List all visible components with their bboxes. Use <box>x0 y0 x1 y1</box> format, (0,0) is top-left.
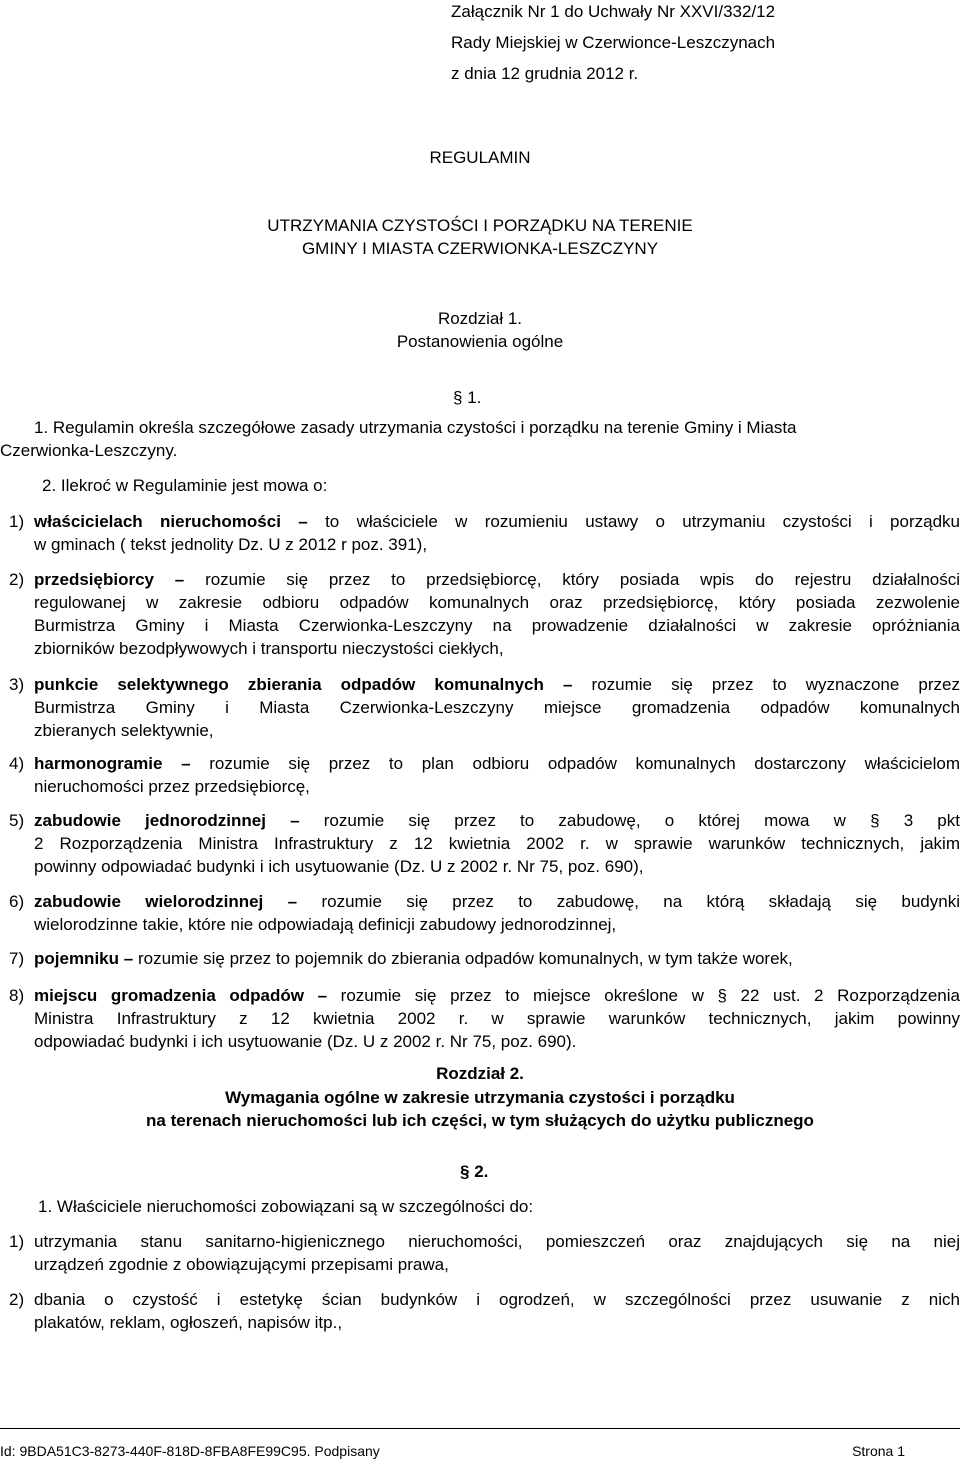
page-number: Strona 1 <box>852 1443 905 1459</box>
item-term: zabudowie wielorodzinnej <box>34 892 264 911</box>
item-term: przedsiębiorcy <box>34 570 154 589</box>
chapter-2-paragraph-1: 1. Właściciele nieruchomości zobowiązani są w szczególności do: <box>38 1197 534 1216</box>
page-footer <box>0 1442 960 1460</box>
section-2-number: 2. <box>474 1162 489 1181</box>
document-subtitle-line-2: GMINY I MIASTA CZERWIONKA-LESZCZYNY <box>301 239 659 258</box>
item-number: 4) <box>9 754 25 773</box>
chapter-2-subheading-line-1: Wymagania ogólne w zakresie utrzymania czystości i porządku <box>225 1088 735 1107</box>
item-number: 5) <box>9 811 25 830</box>
attachment-header <box>451 0 871 93</box>
paragraph-1-line-1: 1. Regulamin określa szczegółowe zasady utrzymania czystości i porządku na terenie Gminy i Miasta <box>34 418 797 437</box>
item-term: pojemniku <box>34 949 120 968</box>
item-number: 6) <box>9 892 25 911</box>
item-term: harmonogramie <box>34 754 163 773</box>
item-number: 7) <box>9 949 25 968</box>
document-title: REGULAMIN <box>429 148 531 167</box>
section-1-number: 1. <box>467 388 482 407</box>
chapter-2-heading: Rozdział 2. <box>436 1064 524 1083</box>
item-term: zabudowie jednorodzinnej <box>34 811 266 830</box>
header-line-2: Rady Miejskiej w Czerwionce-Leszczynach <box>451 33 776 52</box>
item-number: 2) <box>9 1290 25 1309</box>
chapter-1-heading: Rozdział 1. <box>437 309 523 328</box>
header-line-1: Załącznik Nr 1 do Uchwały Nr XXVI/332/12 <box>451 2 776 21</box>
chapter-1-subheading: Postanowienia ogólne <box>396 332 564 351</box>
document-page: Załącznik Nr 1 do Uchwały Nr XXVI/332/12 Rady Miejskiej w Czerwionce-Leszczynach z dnia 12 grudnia 2012 r. REGULAMIN UTRZYMANIA CZYSTOŚCI I PORZĄDKU NA TERENIE GMINY I MIASTA CZERWIONKA-LESZCZYNY Rozdział 1. Postanowienia ogólne § 1. 1. Regulamin określa szczegółowe zasady utrzymania czystości i porządku na terenie Gminy i Miasta Czerwionka-Leszczyny. 2. Ilekroć w Regulaminie jest mowa o: 1) właścicielach nieruchomości – to właściciele w rozumieniu ustawy o utrzymaniu czystości i porządku w gminach ( tekst jednolity Dz. U z 2012 r poz. 391), 2) przedsiębiorcy – rozumie się przez to przedsiębiorcę, który posiada wpis do rejestru działalności regulowanej w zakresie odbioru odpadów komunalnych oraz przedsiębiorcę, który posiada zezwolenie Burmistrza Gminy i Miasta Czerwionka-Leszczyny na prowadzenie działalności w zakresie opróżniania zbiorników bezodpływowych i transportu nieczystości ciekłych, 3) punkcie selektywnego zbierania odpadów komunalnych – rozumie się przez to wyznaczone przez Burmistrza Gminy i Miasta Czerwionka-Leszczyny miejsce gromadzenia odpadów komunalnych zbieranych selektywnie, 4) harmonogramie – rozumie się przez to plan odbioru odpadów komunalnych dostarczony właścicielom nieruchomości przez przedsiębiorcę, 5) zabudowie jednorodzinnej – rozumie się przez to zabudowę, o której mowa w § 3 pkt 2 Rozporządzenia Ministra Infrastruktury z 12 kwietnia 2002 r. w sprawie warunków technicznych, jakim powinny odpowiadać budynki i ich usytuowanie (Dz. U z 2002 r. Nr 75, poz. 690), 6) zabudowie wielorodzinnej – rozumie się przez to zabudowę, na którą składają się budynki wielorodzinne takie, które nie odpowiadają definicji zabudowy jednorodzinnej, 7) pojemniku – rozumie się przez to pojemnik do zbierania odpadów komunalnych, w tym także worek, 8) miejscu gromadzenia odpadów – rozumie się przez to miejsce określone w § 22 ust. 2 Rozporządzenia Ministra Infrastruktury z 12 kwietnia 2002 r. w sprawie warunków technicznych, jakim powinny odpowiadać budynki i ich usytuowanie (Dz. U z 2002 r. Nr 75, poz. 690). Rozdział 2. Wymagania ogólne w zakresie utrzymania czystości i porządku na terenach nieruchomości lub ich części, w tym służących do użytku publicznego § 2. 1. Właściciele nieruchomości zobowiązani są w szczególności do: 1) utrzymania stanu sanitarno-higienicznego nieruchomości, pomieszczeń oraz znajdujących się na niej urządzeń zgodnie z obowiązującymi przepisami prawa, 2) dbania o czystość i estetykę ścian budynków i ogrodzeń, w szczególności przez usuwanie z nich plakatów, reklam, ogłoszeń, napisów itp., Id: 9BDA51C3-8273-440F-818D-8FBA8FE99C95. Podpisany Strona 1 <box>0 2 960 1459</box>
document-subtitle-line-1: UTRZYMANIA CZYSTOŚCI I PORZĄDKU NA TERENIE <box>267 216 693 235</box>
item-number: 8) <box>9 986 25 1005</box>
item-number: 1) <box>9 1232 25 1251</box>
chapter-2-subheading-line-2: na terenach nieruchomości lub ich części, w tym służących do użytku publicznego <box>146 1111 814 1130</box>
item-number: 3) <box>9 675 25 694</box>
document-id: Id: 9BDA51C3-8273-440F-818D-8FBA8FE99C95. Podpisany <box>0 1443 380 1459</box>
item-term: miejscu gromadzenia odpadów <box>34 986 304 1005</box>
item-number: 2) <box>9 570 25 589</box>
section-2-mark: § 2. <box>460 1162 489 1181</box>
section-1-mark: § 1. <box>453 388 482 407</box>
footer-divider <box>0 1428 960 1429</box>
header-line-3: z dnia 12 grudnia 2012 r. <box>451 64 639 83</box>
paragraph-2: 2. Ilekroć w Regulaminie jest mowa o: <box>42 476 328 495</box>
paragraph-1-line-2: Czerwionka-Leszczyny. <box>0 441 178 460</box>
item-number: 1) <box>9 512 25 531</box>
item-term: punkcie selektywnego zbierania odpadów komunalnych <box>34 675 544 694</box>
item-term: właścicielach nieruchomości <box>34 512 281 531</box>
